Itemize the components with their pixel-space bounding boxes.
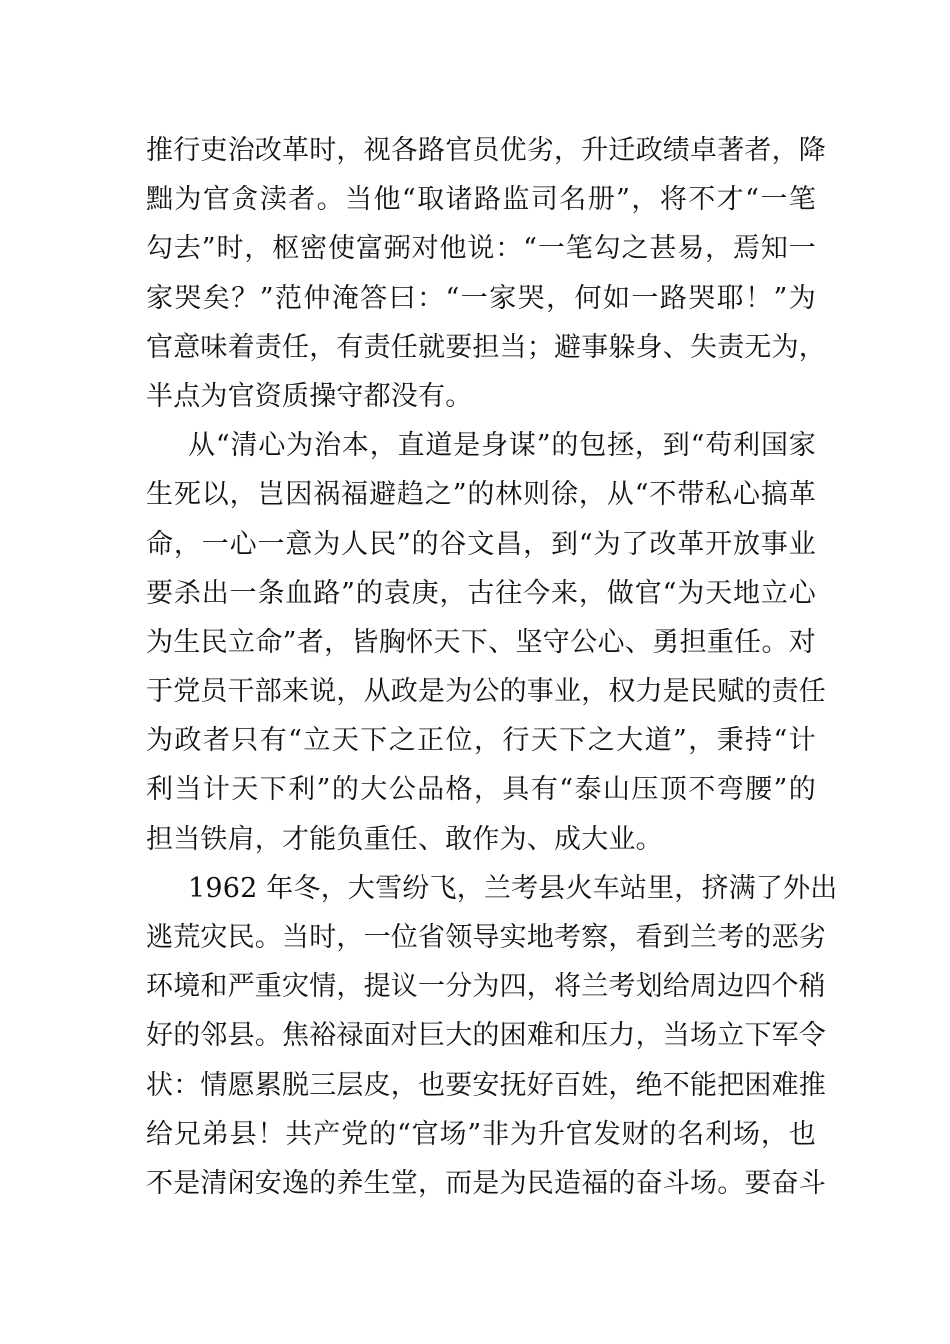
text-line: 为生民立命”者，皆胸怀天下、坚守公心、勇担重任。对 (146, 626, 816, 658)
text-line: 状：情愿累脱三层皮，也要安抚好百姓，绝不能把困难推 (146, 1069, 826, 1101)
text-line: 要杀出一条血路”的袁庚，古往今来，做官“为天地立心 (146, 577, 816, 609)
text-line: 逃荒灾民。当时，一位省领导实地考察，看到兰考的恶劣 (146, 922, 826, 953)
text-line: 从“清心为治本，直道是身谋”的包拯，到“苟利国家 (188, 430, 816, 462)
text-line: 环境和严重灾情，提议一分为四，将兰考划给周边四个稍 (146, 971, 826, 1003)
paragraph-3 (146, 864, 838, 1208)
paragraph-2 (146, 421, 826, 864)
text-line: 1962 年冬，大雪纷飞，兰考县火车站里，挤满了外出 (188, 872, 838, 904)
text-line: 勾去”时，枢密使富弼对他说：“一笔勾之甚易，焉知一 (146, 233, 816, 265)
text-line: 生死以，岂因祸福避趋之”的林则徐，从“不带私心搞革 (146, 479, 816, 511)
text-line: 于党员干部来说，从政是为公的事业，权力是民赋的责任 (146, 676, 826, 708)
text-line: 利当计天下利”的大公品格，具有“泰山压顶不弯腰”的 (146, 774, 816, 806)
text-line: 官意味着责任，有责任就要担当；避事躲身、失责无为， (146, 331, 826, 363)
text-line: 黜为官贪渎者。当他“取诸路监司名册”，将不才“一笔 (146, 184, 816, 216)
text-line: 给兄弟县！共产党的“官场”非为升官发财的名利场，也 (146, 1118, 816, 1150)
text-line: 不是清闲安逸的养生堂，而是为民造福的奋斗场。要奋斗 (146, 1167, 826, 1199)
text-line: 命，一心一意为人民”的谷文昌，到“为了改革开放事业 (146, 528, 816, 560)
text-line: 半点为官资质操守都没有。 (146, 380, 473, 412)
paragraph-1 (146, 126, 826, 421)
text-line: 家哭矣？”范仲淹答曰：“一家哭，何如一路哭耶！”为 (146, 282, 816, 314)
text-line: 好的邻县。焦裕禄面对巨大的困难和压力，当场立下军令 (146, 1020, 826, 1052)
text-line: 推行吏治改革时，视各路官员优劣，升迁政绩卓著者，降 (146, 135, 826, 166)
text-line: 为政者只有“立天下之正位，行天下之大道”，秉持“计 (146, 725, 816, 757)
text-line: 担当铁肩，才能负重任、敢作为、成大业。 (146, 823, 663, 855)
body-text (146, 126, 838, 1208)
